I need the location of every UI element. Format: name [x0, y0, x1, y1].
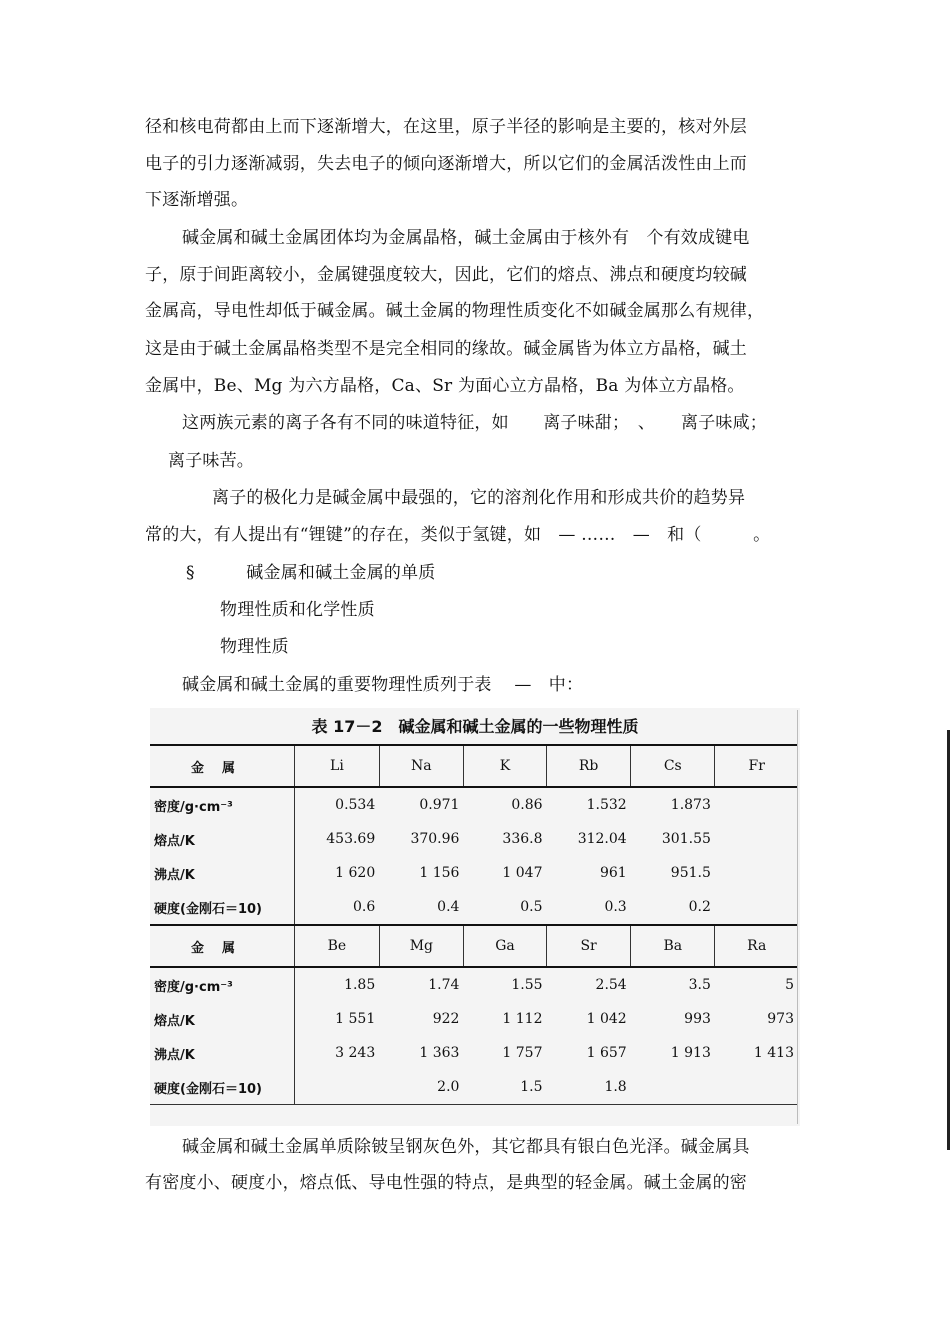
header-label: 金属 [150, 925, 295, 967]
table-cell: 2.54 [595, 977, 627, 993]
table-row [150, 1002, 798, 1036]
paragraph-line: 离子的极化力是碱金属中最强的，它的溶剂化作用和形成共价的趋势异 [212, 488, 746, 508]
table-cell [715, 890, 798, 925]
section-heading: § 碱金属和碱土金属的单质 [186, 563, 436, 583]
table-cell: 3 243 [335, 1045, 376, 1061]
table-cell [715, 822, 798, 856]
table-row [150, 1070, 798, 1105]
table-cell: 1 657 [586, 1045, 627, 1061]
table-cell: 0.6 [352, 899, 376, 915]
paragraph-line: 这两族元素的离子各有不同的味道特征，如 离子味甜； 、 离子味咸； [182, 413, 767, 433]
table-cell: 2.0 [379, 1070, 463, 1105]
table-cell: 1 363 [419, 1045, 460, 1061]
table-cell [715, 856, 798, 890]
table-cell: 370.96 [410, 831, 460, 847]
table-cell: 1 112 [502, 1011, 543, 1027]
table-cell: 0.4 [437, 899, 460, 915]
table-header-row [150, 745, 798, 787]
table-cell: 961 [599, 865, 627, 881]
properties-table [150, 744, 798, 1105]
table-row [150, 822, 798, 856]
paragraph-line: 碱金属和碱土金属团体均为金属晶格，碱土金属由于核外有 个有效成键电 [182, 228, 750, 248]
table-intro: 碱金属和碱土金属的重要物理性质列于表 — 中： [182, 675, 584, 695]
table-cell: 1 913 [670, 1045, 711, 1061]
paragraph-line: 电子的引力逐渐减弱，失去电子的倾向逐渐增大，所以它们的金属活泼性由上而 [145, 154, 747, 174]
scanned-table-image [150, 708, 800, 1126]
subsection-heading: 物理性质和化学性质 [220, 600, 375, 620]
table-cell: 1 757 [502, 1045, 543, 1061]
table-header-row [150, 925, 798, 967]
metal-header: Be [295, 925, 380, 967]
table-cell: 0.5 [520, 899, 543, 915]
paragraph-line: 下逐渐增强。 [145, 190, 249, 210]
table-cell: 1.532 [586, 797, 627, 813]
metal-header: Rb [547, 745, 631, 787]
paragraph-line: 有密度小、硬度小，熔点低、导电性强的特点，是典型的轻金属。碱土金属的密 [145, 1173, 747, 1193]
metal-header: Ra [715, 925, 798, 967]
table-cell: 1 551 [335, 1011, 376, 1027]
table-row [150, 856, 798, 890]
row-label: 沸点/K [150, 1036, 295, 1070]
table-cell: 1.55 [511, 977, 543, 993]
row-label: 硬度(金刚石＝10) [150, 890, 295, 925]
metal-header: Cs [631, 745, 715, 787]
table-cell: 336.8 [502, 831, 543, 847]
metal-header: Ba [631, 925, 715, 967]
paragraph-line: 金属高，导电性却低于碱金属。碱土金属的物理性质变化不如碱金属那么有规律， [145, 301, 765, 321]
table-cell [295, 1070, 380, 1105]
table-cell: 1.873 [670, 797, 711, 813]
table-cell: 0.534 [335, 797, 376, 813]
table-cell: 1.5 [463, 1070, 546, 1105]
header-label: 金属 [150, 745, 295, 787]
row-label: 硬度(金刚石＝10) [150, 1070, 295, 1105]
scan-edge-line [797, 710, 798, 1124]
paragraph-line: 离子味苦。 [168, 451, 254, 471]
table-cell: 0.3 [604, 899, 627, 915]
paragraph-line: 碱金属和碱土金属单质除铍呈钢灰色外，其它都具有银白色光泽。碱金属具 [182, 1137, 750, 1157]
table-cell: 0.86 [511, 797, 543, 813]
paragraph-line: 径和核电荷都由上而下逐渐增大，在这里，原子半径的影响是主要的，核对外层 [145, 117, 747, 137]
paragraph-line: 子，原于间距离较小，金属键强度较大，因此，它们的熔点、沸点和硬度均较碱 [145, 265, 747, 285]
row-label: 密度/g·cm⁻³ [150, 967, 295, 1002]
table-row [150, 967, 798, 1002]
row-label: 沸点/K [150, 856, 295, 890]
table-cell: 0.2 [688, 899, 711, 915]
table-cell: 973 [767, 1011, 794, 1027]
table-cell: 1 156 [419, 865, 460, 881]
metal-header: Mg [379, 925, 463, 967]
paragraph-line: 常的大，有人提出有“锂键”的存在，类似于氢键，如 — …… — 和（ 。 [145, 525, 771, 545]
row-label: 熔点/K [150, 822, 295, 856]
subsection-heading: 物理性质 [220, 637, 289, 657]
table-cell: 1 047 [502, 865, 543, 881]
table-row [150, 1036, 798, 1070]
metal-header: K [463, 745, 546, 787]
table-cell: 922 [432, 1011, 460, 1027]
table-cell [715, 1070, 798, 1105]
table-cell: 1.74 [428, 977, 460, 993]
table-cell: 3.5 [688, 977, 711, 993]
table-cell: 951.5 [670, 865, 711, 881]
table-cell: 5 [785, 977, 794, 993]
table-cell: 453.69 [326, 831, 376, 847]
metal-header: Sr [547, 925, 631, 967]
table-cell: 1 413 [753, 1045, 794, 1061]
metal-header: Ga [463, 925, 546, 967]
table-cell: 0.971 [419, 797, 460, 813]
metal-header: Li [295, 745, 380, 787]
row-label: 密度/g·cm⁻³ [150, 787, 295, 822]
table-cell: 301.55 [661, 831, 711, 847]
metal-header: Na [379, 745, 463, 787]
table-cell: 1.8 [547, 1070, 631, 1105]
table-cell [631, 1070, 715, 1105]
table-cell: 312.04 [577, 831, 627, 847]
row-label: 熔点/K [150, 1002, 295, 1036]
table-cell: 1 042 [586, 1011, 627, 1027]
table-row [150, 890, 798, 925]
table-cell: 993 [684, 1011, 711, 1027]
paragraph-line: 这是由于碱土金属晶格类型不是完全相同的缘故。碱金属皆为体立方晶格，碱土 [145, 339, 747, 359]
metal-header: Fr [715, 745, 798, 787]
table-row [150, 787, 798, 822]
table-cell: 1.85 [344, 977, 376, 993]
table-cell [715, 787, 798, 822]
paragraph-line: 金属中，Be、Mg 为六方晶格，Ca、Sr 为面心立方晶格，Ba 为体立方晶格。 [145, 376, 745, 396]
table-cell: 1 620 [335, 865, 376, 881]
table-title: 表 17－2 碱金属和碱土金属的一些物理性质 [311, 717, 639, 736]
